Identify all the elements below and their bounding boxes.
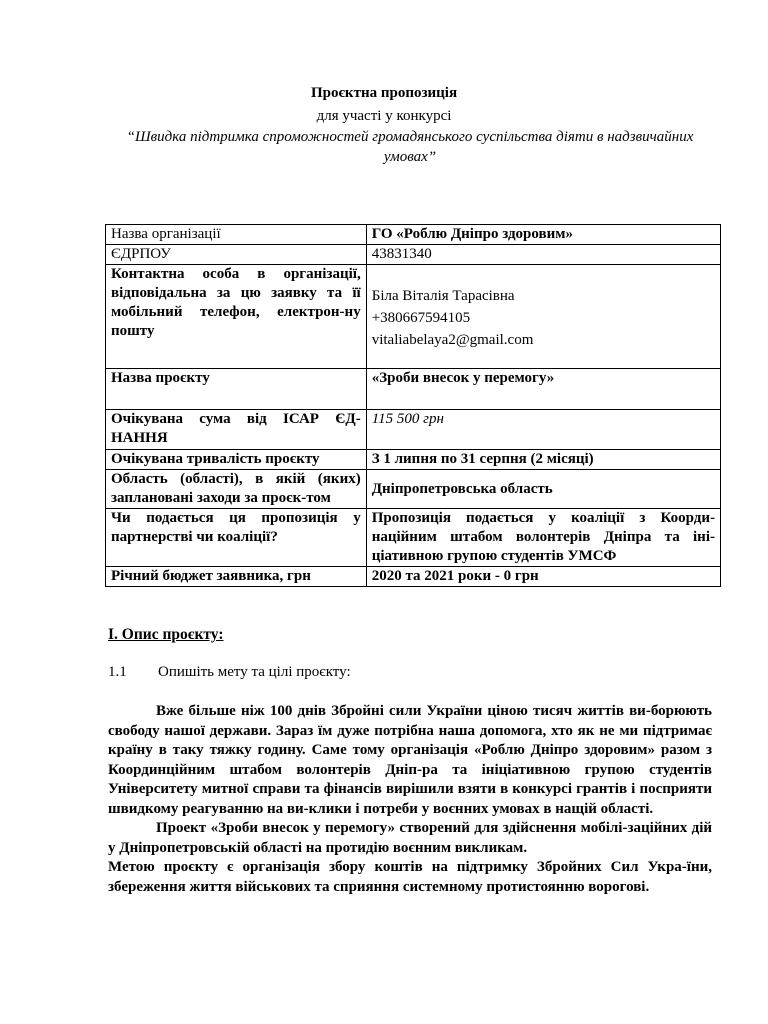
table-row	[106, 567, 721, 587]
table-row	[106, 509, 721, 567]
table-row	[106, 470, 721, 509]
description-body	[108, 702, 712, 897]
contact-email: vitaliabelaya2@gmail.com	[371, 332, 534, 348]
row-value: «Зроби внесок у перемогу»	[366, 369, 720, 410]
paragraph: Вже більше ніж 100 днів Збройні сили України ціною тисяч життів ви-борюють свободу нашої держави. Зараз їм дуже потрібна наша допомога, хто як не ми підтримає країну в таку тяжку годину. Саме тому організація «Роблю Дніпро здоровим» разом з Координційним штабом волонтерів Дніп-ра та ініціативною групою студентів Університету митної справи та фінансів вирішили взяти в конкурсі грантів і посприяти швидкому реагуванню на ви-клики і потреби у воєнних умовах в нащій області.	[108, 703, 712, 817]
row-label: Назва організації	[106, 225, 367, 245]
section-heading: I. Опис проєкту:	[108, 626, 224, 643]
document-title: Проєктна пропозиція	[310, 85, 458, 101]
question	[108, 664, 351, 681]
paragraph: Метою проєкту є організація збору коштів на підтримку Збройних Сил Укра-їни, збереження життя військових та сприяння системному протистоянню ворогові.	[108, 859, 712, 895]
row-value: 43831340	[366, 245, 720, 265]
table-row	[106, 265, 721, 369]
row-label: Очікувана тривалість проєкту	[106, 450, 367, 470]
row-label: Назва проєкту	[106, 369, 367, 410]
row-value: З 1 липня по 31 серпня (2 місяці)	[366, 450, 720, 470]
row-value: 115 500 грн	[366, 410, 720, 450]
row-label: Річний бюджет заявника, грн	[106, 567, 367, 587]
contact-name: Біла Віталія Тарасівна	[371, 288, 515, 304]
row-value: Пропозиція подається у коаліції з Коорди-наційним штабом волонтерів Дніпра та іні-ціативною групою студентів УМСФ	[366, 509, 720, 567]
question-text: Опишіть мету та цілі проєкту:	[158, 664, 351, 680]
row-value: 2020 та 2021 роки - 0 грн	[366, 567, 720, 587]
question-number: 1.1	[108, 664, 127, 680]
table-row	[106, 245, 721, 265]
contest-name: “Швидка підтримка спроможностей громадянського суспільства діяти в надзвичайних умовах”	[126, 129, 694, 165]
row-label: ЄДРПОУ	[106, 245, 367, 265]
row-label: Область (області), в якій (яких) заплановані заходи за проєк-том	[106, 470, 367, 509]
document-subtitle: для участі у конкурсі	[316, 108, 452, 124]
paragraph: Проект «Зроби внесок у перемогу» створений для здійснення мобілі-заційних дій у Дніпропетровській області на протидію воєнним викликам.	[108, 820, 712, 856]
row-label: Чи подається ця пропозиція у партнерстві чи коаліції?	[106, 509, 367, 567]
row-value	[366, 265, 720, 369]
table-row	[106, 369, 721, 410]
contact-phone: +380667594105	[371, 310, 471, 326]
row-value: Дніпропетровська область	[366, 470, 720, 509]
row-label: Очікувана сума від ІСАР ЄД-НАННЯ	[106, 410, 367, 450]
table-row	[106, 450, 721, 470]
row-value: ГО «Роблю Дніпро здоровим»	[366, 225, 720, 245]
project-info-table	[105, 224, 721, 587]
table-row	[106, 410, 721, 450]
row-label: Контактна особа в організації, відповідальна за цю заявку та її мобільний телефон, електрон-ну пошту	[106, 265, 367, 369]
table-row	[106, 225, 721, 245]
